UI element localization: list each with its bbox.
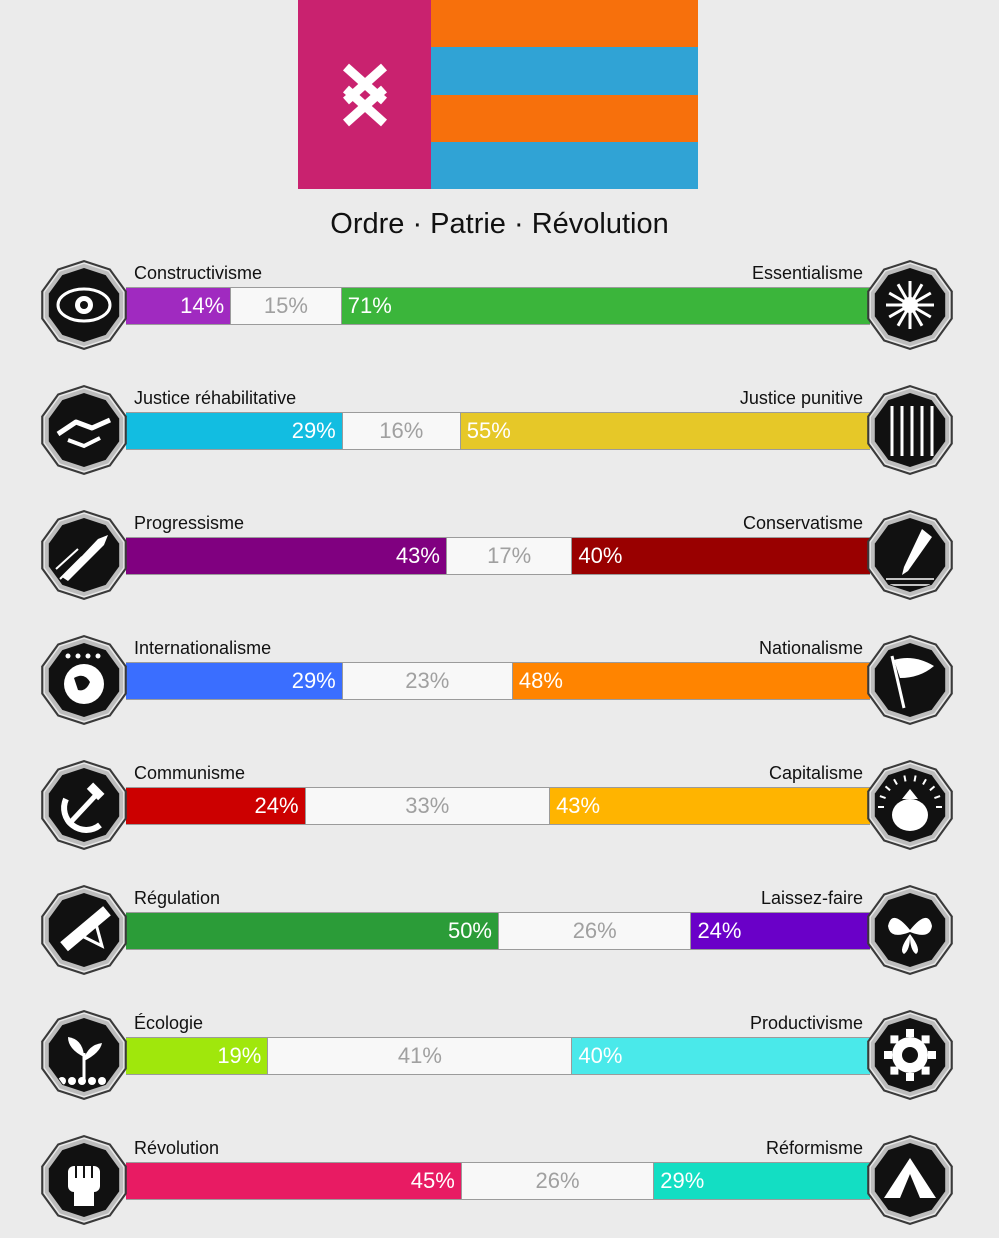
axis-left-label: Révolution xyxy=(134,1138,220,1158)
axis-bar xyxy=(126,1037,870,1075)
right-badge xyxy=(864,1009,956,1101)
left-badge xyxy=(38,259,130,351)
right-segment xyxy=(572,1038,870,1074)
axis-row xyxy=(0,513,999,613)
right-badge xyxy=(864,509,956,601)
right-percent: 48% xyxy=(518,668,563,693)
left-segment xyxy=(126,663,342,699)
left-percent: 24% xyxy=(254,793,299,818)
flag-hoist xyxy=(298,0,431,189)
left-badge xyxy=(38,1009,130,1101)
right-percent: 55% xyxy=(466,418,511,443)
axis-left-label: Régulation xyxy=(134,888,221,908)
axis-left-label: Internationalisme xyxy=(134,638,272,658)
flag xyxy=(298,0,698,189)
eye-icon xyxy=(38,259,130,351)
flag-stripe xyxy=(431,47,698,94)
left-segment xyxy=(126,1163,461,1199)
left-segment xyxy=(126,413,342,449)
left-percent: 19% xyxy=(217,1043,262,1068)
ruler-icon xyxy=(38,884,130,976)
axis-right-label: Laissez-faire xyxy=(760,888,863,908)
right-badge xyxy=(864,759,956,851)
left-badge xyxy=(38,634,130,726)
flag-stripe xyxy=(431,95,698,142)
axis-right-label: Productivisme xyxy=(749,1013,863,1033)
right-percent: 24% xyxy=(697,918,742,943)
handshake-icon xyxy=(38,384,130,476)
axis-row xyxy=(0,1138,999,1238)
neutral-segment xyxy=(230,288,342,324)
left-segment xyxy=(126,288,230,324)
flag-stripes xyxy=(431,0,698,189)
quill-pen-icon xyxy=(864,509,956,601)
hammer-sickle-icon xyxy=(38,759,130,851)
axis-bar xyxy=(126,912,870,950)
left-segment xyxy=(126,788,305,824)
neutral-segment xyxy=(305,788,551,824)
axis-row xyxy=(0,263,999,363)
right-segment xyxy=(461,413,870,449)
left-percent: 45% xyxy=(410,1168,455,1193)
right-segment xyxy=(513,663,870,699)
neutral-segment xyxy=(498,913,691,949)
left-badge xyxy=(38,884,130,976)
flag-stripe xyxy=(431,0,698,47)
left-badge xyxy=(38,1134,130,1226)
sprout-icon xyxy=(38,1009,130,1101)
neutral-segment xyxy=(342,413,461,449)
axis-right-label: Conservatisme xyxy=(742,513,863,533)
left-percent: 29% xyxy=(291,418,336,443)
right-badge xyxy=(864,884,956,976)
flower-icon xyxy=(864,259,956,351)
neutral-percent: 33% xyxy=(405,793,450,818)
right-percent: 40% xyxy=(578,1043,623,1068)
right-percent: 40% xyxy=(578,543,623,568)
flag-stripe xyxy=(431,142,698,189)
right-badge xyxy=(864,634,956,726)
axis-row xyxy=(0,1013,999,1113)
axis-left-label: Progressisme xyxy=(134,513,245,533)
axis-right-label: Justice punitive xyxy=(739,388,863,408)
axis-left-label: Justice réhabilitative xyxy=(134,388,297,408)
axis-right-label: Capitalisme xyxy=(768,763,863,783)
axis-bar xyxy=(126,412,870,450)
gear-icon xyxy=(864,1009,956,1101)
neutral-percent: 23% xyxy=(405,668,450,693)
axis-bar xyxy=(126,662,870,700)
left-segment xyxy=(126,538,446,574)
axis-row xyxy=(0,638,999,738)
motto: Ordre · Patrie · Révolution xyxy=(330,208,669,240)
prison-bars-icon xyxy=(864,384,956,476)
right-badge xyxy=(864,259,956,351)
axis-right-label: Essentialisme xyxy=(751,263,863,283)
left-percent: 14% xyxy=(180,293,225,318)
axis-row xyxy=(0,388,999,488)
neutral-segment xyxy=(461,1163,654,1199)
left-segment xyxy=(126,913,498,949)
rocket-icon xyxy=(38,509,130,601)
neutral-segment xyxy=(342,663,513,699)
left-percent: 50% xyxy=(447,918,492,943)
right-segment xyxy=(691,913,870,949)
double-cross-icon xyxy=(340,63,390,127)
axis-left-label: Communisme xyxy=(134,763,246,783)
left-percent: 29% xyxy=(291,668,336,693)
axis-left-label: Écologie xyxy=(134,1013,204,1033)
right-segment xyxy=(342,288,870,324)
neutral-segment xyxy=(446,538,572,574)
axis-bar xyxy=(126,787,870,825)
axis-bar xyxy=(126,537,870,575)
right-badge xyxy=(864,1134,956,1226)
right-badge xyxy=(864,384,956,476)
right-percent: 43% xyxy=(556,793,601,818)
neutral-percent: 26% xyxy=(535,1168,580,1193)
right-segment xyxy=(654,1163,870,1199)
neutral-percent: 16% xyxy=(379,418,424,443)
neutral-percent: 41% xyxy=(397,1043,442,1068)
left-badge xyxy=(38,759,130,851)
fist-icon xyxy=(38,1134,130,1226)
axis-bar xyxy=(126,287,870,325)
axis-row xyxy=(0,763,999,863)
axis-left-label: Constructivisme xyxy=(134,263,263,283)
axis-row xyxy=(0,888,999,988)
neutral-percent: 26% xyxy=(572,918,617,943)
axis-bar xyxy=(126,1162,870,1200)
butterfly-icon xyxy=(864,884,956,976)
right-percent: 29% xyxy=(660,1168,705,1193)
neutral-percent: 15% xyxy=(263,293,308,318)
left-segment xyxy=(126,1038,267,1074)
right-segment xyxy=(572,538,870,574)
right-segment xyxy=(550,788,870,824)
tent-icon xyxy=(864,1134,956,1226)
neutral-segment xyxy=(267,1038,572,1074)
axis-right-label: Réformisme xyxy=(765,1138,863,1158)
neutral-percent: 17% xyxy=(487,543,532,568)
left-percent: 43% xyxy=(395,543,440,568)
axis-right-label: Nationalisme xyxy=(758,638,863,658)
flag-icon xyxy=(864,634,956,726)
money-bag-icon xyxy=(864,759,956,851)
globe-icon xyxy=(38,634,130,726)
right-percent: 71% xyxy=(347,293,392,318)
left-badge xyxy=(38,509,130,601)
left-badge xyxy=(38,384,130,476)
